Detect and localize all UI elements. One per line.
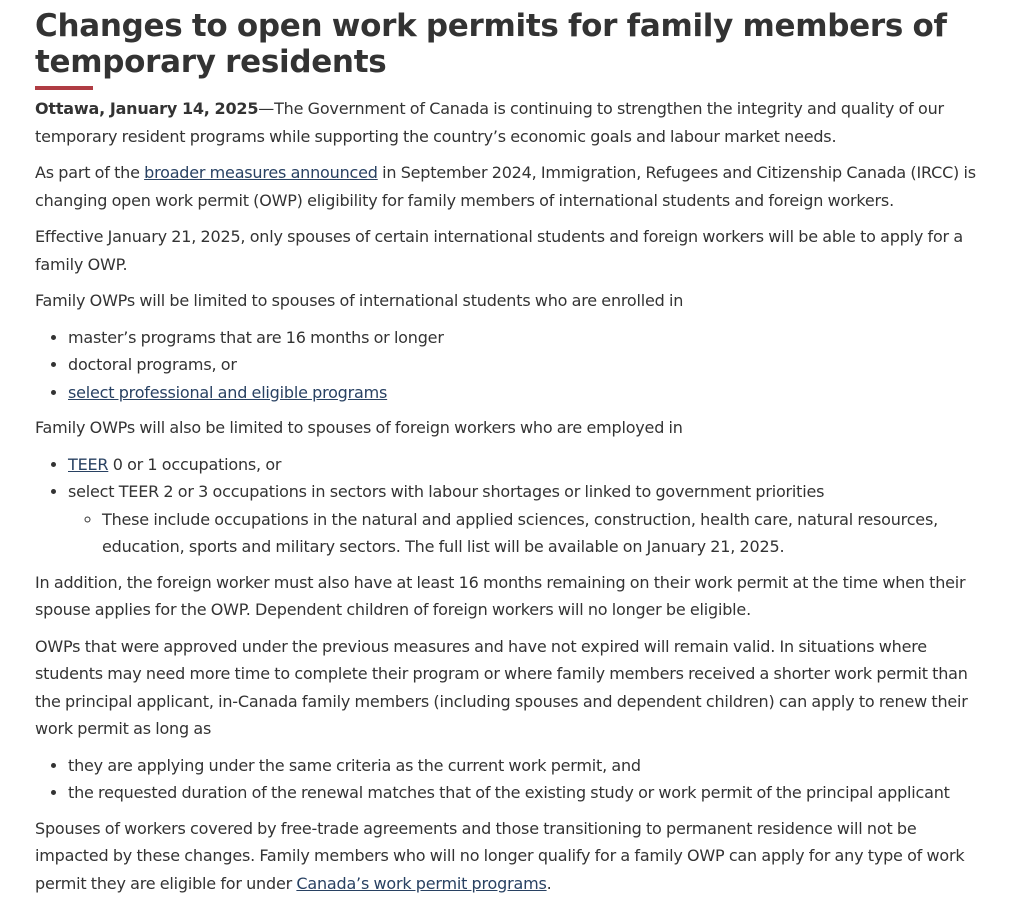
student-programs-list: [35, 324, 986, 407]
title-underline-rule: [35, 86, 93, 90]
paragraph-broader-measures: [35, 159, 986, 214]
paragraph-effective-date: Effective January 21, 2025, only spouses of certain international students and foreign workers will be able to apply for a family OWP.: [35, 227, 963, 274]
sub-list-item: ◦ These include occupations in the natural and applied sciences, construction, health care, natural resources, education, sports and military sectors. The full list will be available on January 21, 2025.: [102, 506, 986, 561]
list-item: [68, 451, 986, 479]
paragraph-remaining-months: In addition, the foreign worker must also have at least 16 months remaining on their work permit at the time when their spouse applies for the OWP. Dependent children of foreign workers will no longer be eligible.: [35, 572, 966, 619]
list-item: • the requested duration of the renewal matches that of the existing study or work permit of the principal applicant: [68, 779, 986, 807]
dateline: Ottawa, January 14, 2025: [35, 99, 259, 118]
teer-item-text: 0 or 1 occupations, or: [108, 454, 282, 474]
p8-text-before: Spouses of workers covered by free-trade agreements and those transitioning to permanent residence will not be impacted by these changes. Family members who will no longer qualify for a family OWP can apply for any type of work permit they are eligible for under: [35, 818, 965, 893]
list-item: • master’s programs that are 16 months or longer: [68, 324, 986, 352]
broader-measures-link[interactable]: broader measures announced: [144, 163, 378, 182]
p2-text-before: As part of the: [35, 163, 145, 182]
paragraph-workers-intro: Family OWPs will also be limited to spouses of foreign workers who are employed in: [35, 418, 683, 437]
paragraph-students-intro: Family OWPs will be limited to spouses of international students who are enrolled in: [35, 291, 684, 310]
renewal-conditions-list: [35, 752, 986, 807]
paragraph-free-trade: [35, 815, 986, 898]
worker-occupations-list: [35, 451, 986, 561]
paragraph-renewals: OWPs that were approved under the previous measures and have not expired will remain valid. In situations where students may need more time to complete their program or where family members received a shorter work permit than the principal applicant, in-Canada family members (including spouses and dependent children) can apply to renew their work permit as long as: [35, 636, 968, 738]
list-item: [68, 379, 986, 407]
sub-list: [68, 506, 986, 561]
list-item: • they are applying under the same criteria as the current work permit, and: [68, 752, 986, 780]
p8-text-after: .: [546, 873, 552, 893]
intro-paragraph: [35, 95, 986, 150]
teer-link[interactable]: TEER: [68, 454, 109, 474]
professional-programs-link[interactable]: select professional and eligible programs: [68, 382, 388, 402]
teer-2-3-text: select TEER 2 or 3 occupations in sectors with labour shortages or linked to government priorities: [68, 482, 825, 501]
work-permit-programs-link[interactable]: Canada’s work permit programs: [296, 873, 547, 893]
page-title: Changes to open work permits for family members of temporary residents: [35, 8, 947, 80]
intro-text: —The Government of Canada is continuing to strengthen the integrity and quality of our temporary resident programs while supporting the country’s economic goals and labour market needs.: [35, 99, 944, 146]
p2-text-after: in September 2024, Immigration, Refugees and Citizenship Canada (IRCC) is changing open work permit (OWP) eligibility for family members of international students and foreign workers.: [35, 163, 976, 210]
list-item: • doctoral programs, or: [68, 351, 986, 379]
list-item: [68, 478, 986, 561]
